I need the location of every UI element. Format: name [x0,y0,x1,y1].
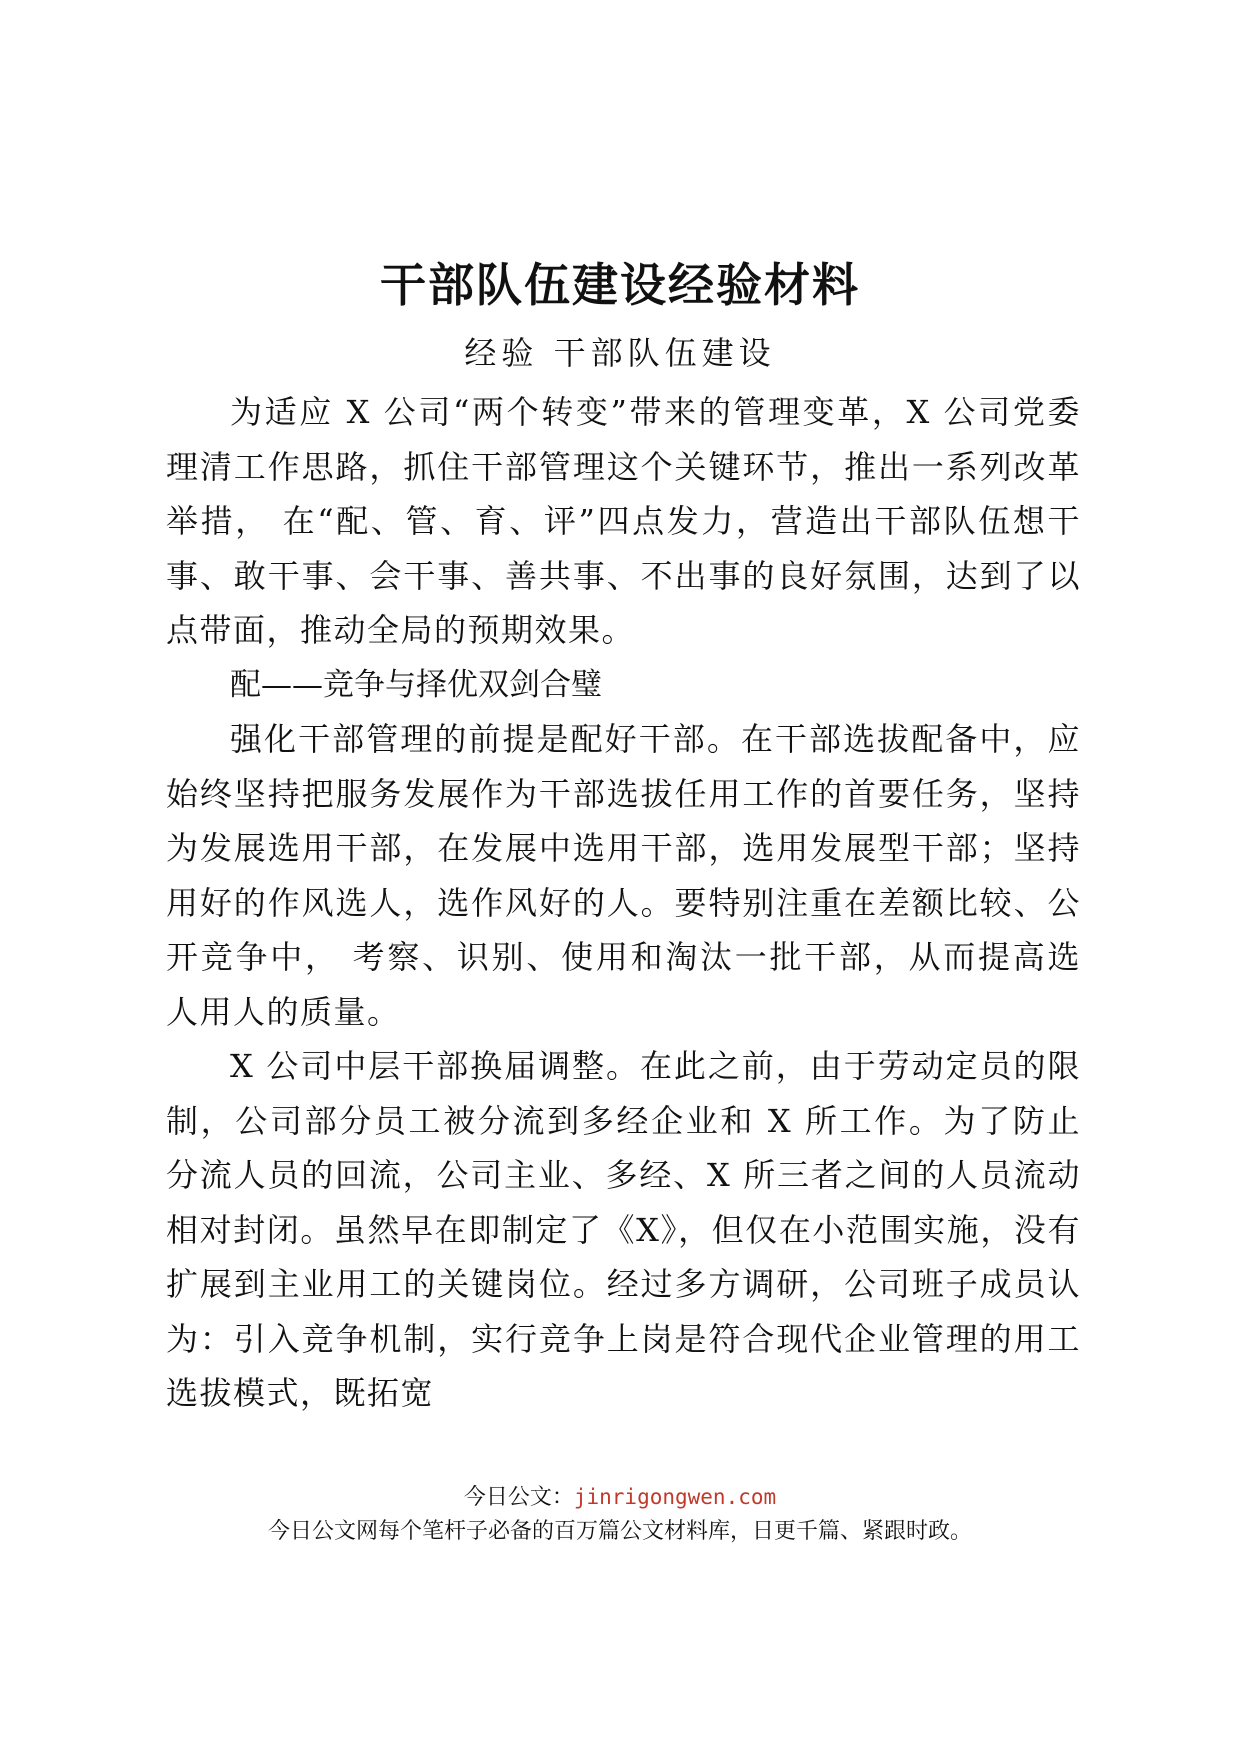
page-title: 干部队伍建设经验材料 [380,258,860,312]
paragraph-selection: 强化干部管理的前提是配好干部。在干部选拔配备中，应始终坚持把服务发展作为干部选拔任用工作的首要任务，坚持为发展选用干部，在发展中选用干部，选用发展型干部；坚持用好的作风选人，选作风好的人。要特别注重在差额比较、公开竞争中， 考察、识别、使用和淘汰一批干部，从而提高选人用人的质量。 [166,720,1081,1031]
paragraph-intro: 为适应 X 公司“两个转变”带来的管理变革，X 公司党委理清工作思路，抓住干部管理这个关键环节，推出一系列改革举措， 在“配、管、育、评”四点发力，营造出干部队伍想干事、敢干事、会干事、善共事、不出事的良好氛围，达到了以点带面，推动全局的预期效果。 [166,393,1081,649]
keywords-line: 经验 干部队伍建设 [464,334,776,372]
document-body [166,385,1081,1421]
footer-label: 今日公文： [463,1485,574,1510]
footer-source [0,1480,1240,1515]
paragraph-case: X 公司中层干部换届调整。在此之前，由于劳动定员的限制，公司部分员工被分流到多经企业和 X 所工作。为了防止分流人员的回流，公司主业、多经、X 所三者之间的人员流动相对封闭。虽然早在即制定了《X》，但仅在小范围实施，没有扩展到主业用工的关键岗位。经过多方调研，公司班子成员认为：引入竞争机制，实行竞争上岗是符合现代企业管理的用工选拔模式，既拓宽 [166,1047,1081,1412]
page-footer [0,1480,1240,1549]
footer-url-link[interactable]: jinrigongwen.com [573,1485,777,1509]
section-heading: 配——竞争与择优双剑合璧 [230,666,602,703]
footer-slogan: 今日公文网每个笔杆子必备的百万篇公文材料库，日更千篇、紧跟时政。 [267,1519,972,1544]
